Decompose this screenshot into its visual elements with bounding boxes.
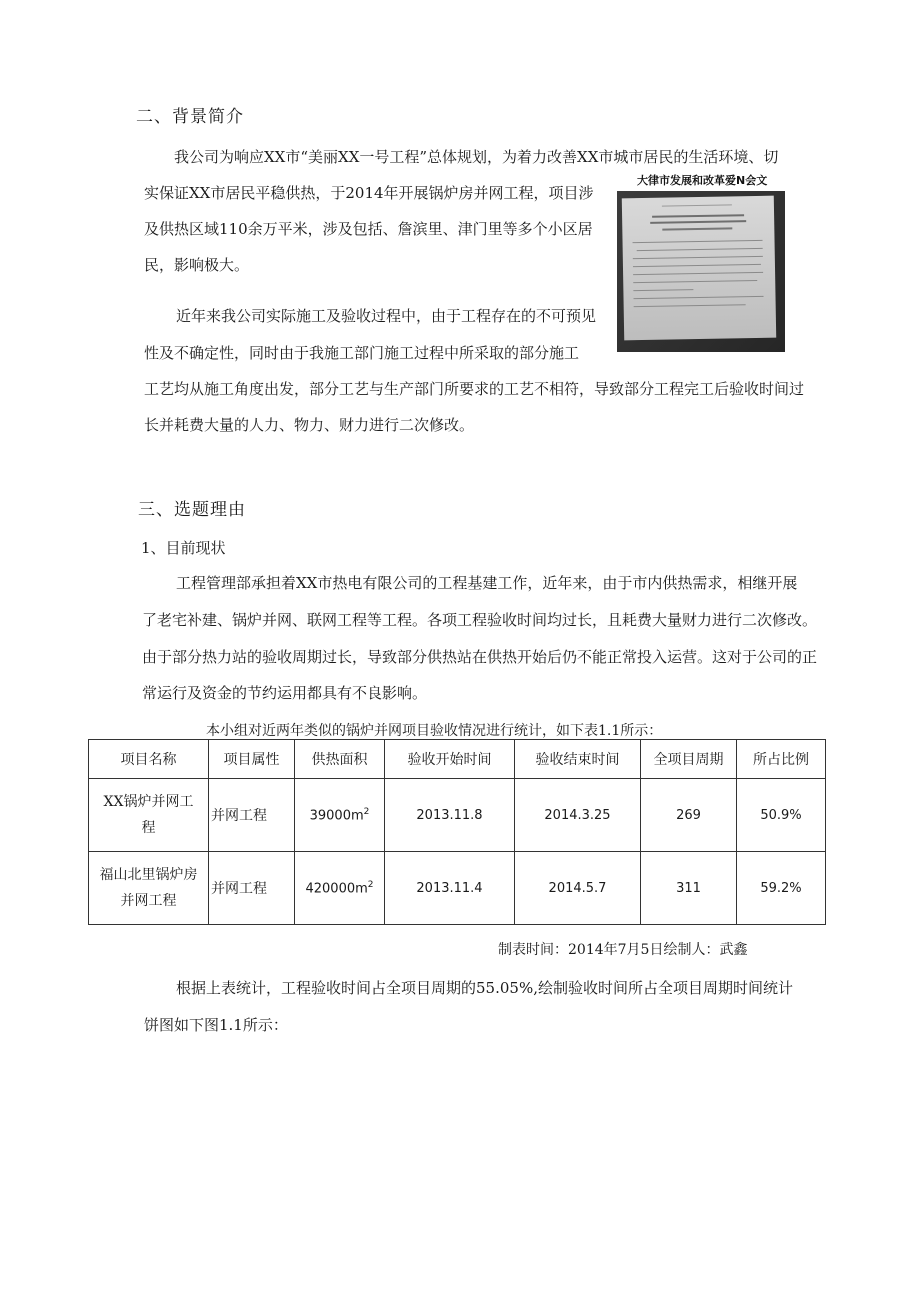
statistics-table <box>88 739 826 925</box>
paragraph-line: 工艺均从施工角度出发，部分工艺与生产部门所要求的工艺不相符，导致部分工程完工后验收时间过 <box>144 380 805 398</box>
section-heading-reason: 三、选题理由 <box>138 500 246 520</box>
cell-attribute: 并网工程 <box>209 852 295 925</box>
paragraph-line: 长并耗费大量的人力、物力、财力进行二次修改。 <box>144 416 475 434</box>
cell-project-name <box>89 852 209 925</box>
cell-period: 269 <box>641 779 737 852</box>
cell-ratio: 50.9% <box>737 779 826 852</box>
cell-project-name <box>89 779 209 852</box>
paragraph-line: 了老宅补建、锅炉并网、联网工程等工程。各项工程验收时间均过长，且耗费大量财力进行二次修改。 <box>142 611 818 629</box>
photo-paper-sheet <box>622 196 776 341</box>
paragraph-line: 饼图如下图1.1所示： <box>144 1016 288 1034</box>
table-note: 制表时间：2014年7月5日绘制人：武鑫 <box>498 942 748 958</box>
cell-attribute: 并网工程 <box>209 779 295 852</box>
column-header: 供热面积 <box>295 740 385 779</box>
paragraph-line: 我公司为响应XX市“美丽XX一号工程”总体规划，为着力改善XX市城市居民的生活环境、切 <box>174 148 779 166</box>
cell-text: 程 <box>141 820 156 836</box>
area-value: 420000m <box>305 881 368 897</box>
table-intro: 本小组对近两年类似的锅炉并网项目验收情况进行统计，如下表1.1所示： <box>206 723 663 739</box>
column-header: 全项目周期 <box>641 740 737 779</box>
cell-start-date: 2013.11.4 <box>385 852 515 925</box>
paragraph-line: 民，影响极大。 <box>144 256 250 274</box>
paragraph-line: 由于部分热力站的验收周期过长，导致部分供热站在供热开始后仍不能正常投入运营。这对于公司的正 <box>142 648 818 666</box>
subsection-heading: 1、目前现状 <box>141 539 226 557</box>
cell-ratio: 59.2% <box>737 852 826 925</box>
paragraph-line: 性及不确定性，同时由于我施工部门施工过程中所采取的部分施工 <box>144 344 580 362</box>
cell-text: 福山北里锅炉房 <box>99 867 198 883</box>
cell-end-date: 2014.5.7 <box>515 852 641 925</box>
paragraph-line: 工程管理部承担着XX市热电有限公司的工程基建工作，近年来，由于市内供热需求，相继开展 <box>176 574 798 592</box>
cell-end-date: 2014.3.25 <box>515 779 641 852</box>
section-heading-background: 二、背景简介 <box>136 107 244 127</box>
column-header: 项目名称 <box>89 740 209 779</box>
table-row <box>89 779 826 852</box>
column-header: 所占比例 <box>737 740 826 779</box>
cell-period: 311 <box>641 852 737 925</box>
cell-start-date: 2013.11.8 <box>385 779 515 852</box>
paragraph-line: 根据上表统计，工程验收时间占全项目周期的55.05%,绘制验收时间所占全项目周期时间统计 <box>176 979 793 997</box>
photo-caption: 大律市发展和改革爱N会文 <box>637 174 768 187</box>
cell-area <box>295 779 385 852</box>
cell-area <box>295 852 385 925</box>
document-photo <box>617 191 785 352</box>
area-unit-sup: 2 <box>363 806 370 817</box>
paragraph-line: 常运行及资金的节约运用都具有不良影响。 <box>142 684 428 702</box>
paragraph-line: 实保证XX市居民平稳供热，于2014年开展锅炉房并网工程，项目涉 <box>144 184 594 202</box>
area-unit-sup: 2 <box>367 879 374 890</box>
table-header-row <box>89 740 826 779</box>
column-header: 项目属性 <box>209 740 295 779</box>
paragraph-line: 及供热区域110余万平米，涉及包括、詹滨里、津门里等多个小区居 <box>144 220 593 238</box>
area-value: 39000m <box>309 808 364 824</box>
column-header: 验收结束时间 <box>515 740 641 779</box>
paragraph-line: 近年来我公司实际施工及验收过程中，由于工程存在的不可预见 <box>176 307 597 325</box>
column-header: 验收开始时间 <box>385 740 515 779</box>
cell-text: XX锅炉并网工 <box>103 794 194 810</box>
cell-text: 并网工程 <box>120 893 177 909</box>
table-row <box>89 852 826 925</box>
